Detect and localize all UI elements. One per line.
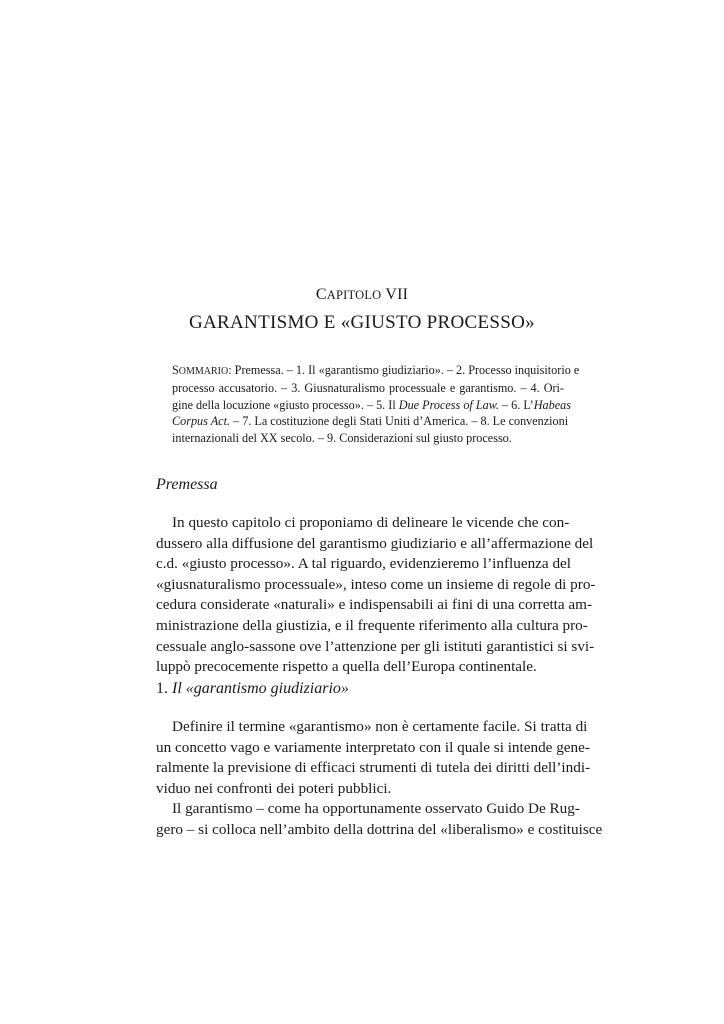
body-line: gero – si colloca nell’ambito della dottrina del «liberalismo» e costituisce [156,820,603,838]
body-line: Il garantismo – come ha opportunamente osservato Guido De Rug- [172,800,580,818]
chapter-number: VII [385,286,409,303]
chapter-label [0,286,724,304]
section-heading-1 [156,680,349,698]
body-line: ministrazione della giustizia, e il frequente riferimento alla cultura pro- [156,616,588,634]
summary-line [172,362,580,380]
section1-paragraph [156,717,603,841]
body-line: luppò precocemente rispetto a quella dell’Europa continentale. [156,658,537,676]
summary-line: internazionali del XX secolo. – 9. Considerazioni sul giusto processo. [172,430,512,445]
summary-line-text: : Premessa. – 1. Il «garantismo giudiziario». – 2. Processo inquisitorio e [228,363,580,377]
body-line: ralmente la previsione di efficaci strumenti di tutela dei diritti dell’indi- [156,759,591,777]
section-heading-premessa: Premessa [156,476,218,493]
summary-line [172,397,571,413]
summary-italic-text: Habeas [533,397,571,412]
body-line: cedura considerate «naturali» e indispensabili ai fini di una corretta am- [156,596,593,614]
summary-lead-smallcaps: OMMARIO [178,366,229,377]
chapter-label-smallcaps: APITOLO [326,288,382,302]
chapter-label-first: C [315,286,327,303]
summary-line [172,413,569,429]
body-line: un concetto vago e variamente interpretato con il quale si intende gene- [156,738,590,756]
body-line: In questo capitolo ci proponiamo di delineare le vicende che con- [172,514,570,531]
body-line: dussero alla diffusione del garantismo giudiziario e all’affermazione del [156,534,594,552]
body-line: viduo nei confronti dei poteri pubblici. [156,779,392,797]
body-line: c.d. «giusto processo». A tal riguardo, evidenzieremo l’influenza del [156,555,572,573]
section-title: Il «garantismo giudiziario» [172,680,349,697]
summary-italic-text: Due Process of Law. [398,397,499,412]
body-line: «giusnaturalismo processuale», inteso come un insieme di regole di pro- [156,575,596,593]
summary-line-text: – 6. L’ [498,397,534,412]
body-line: cessuale anglo-sassone ove l’attenzione per gli istituti garantistici si svi- [156,637,595,655]
section-number: 1. [156,680,168,697]
summary-line: processo accusatorio. – 3. Giusnaturalismo processuale e garantismo. – 4. Ori- [172,381,564,396]
premessa-paragraph [156,513,596,678]
summary-line-text: gine della locuzione «giusto processo». – 5. Il [172,397,399,412]
summary-line-text: – 7. La costituzione degli Stati Uniti d’America. – 8. Le convenzioni [230,414,569,429]
body-line: Definire il termine «garantismo» non è certamente facile. Si tratta di [172,718,588,735]
summary-lead-first: S [172,363,179,377]
chapter-summary [172,362,580,446]
chapter-title: GARANTISMO E «GIUSTO PROCESSO» [189,312,535,333]
summary-italic-text: Corpus Act. [172,414,231,429]
